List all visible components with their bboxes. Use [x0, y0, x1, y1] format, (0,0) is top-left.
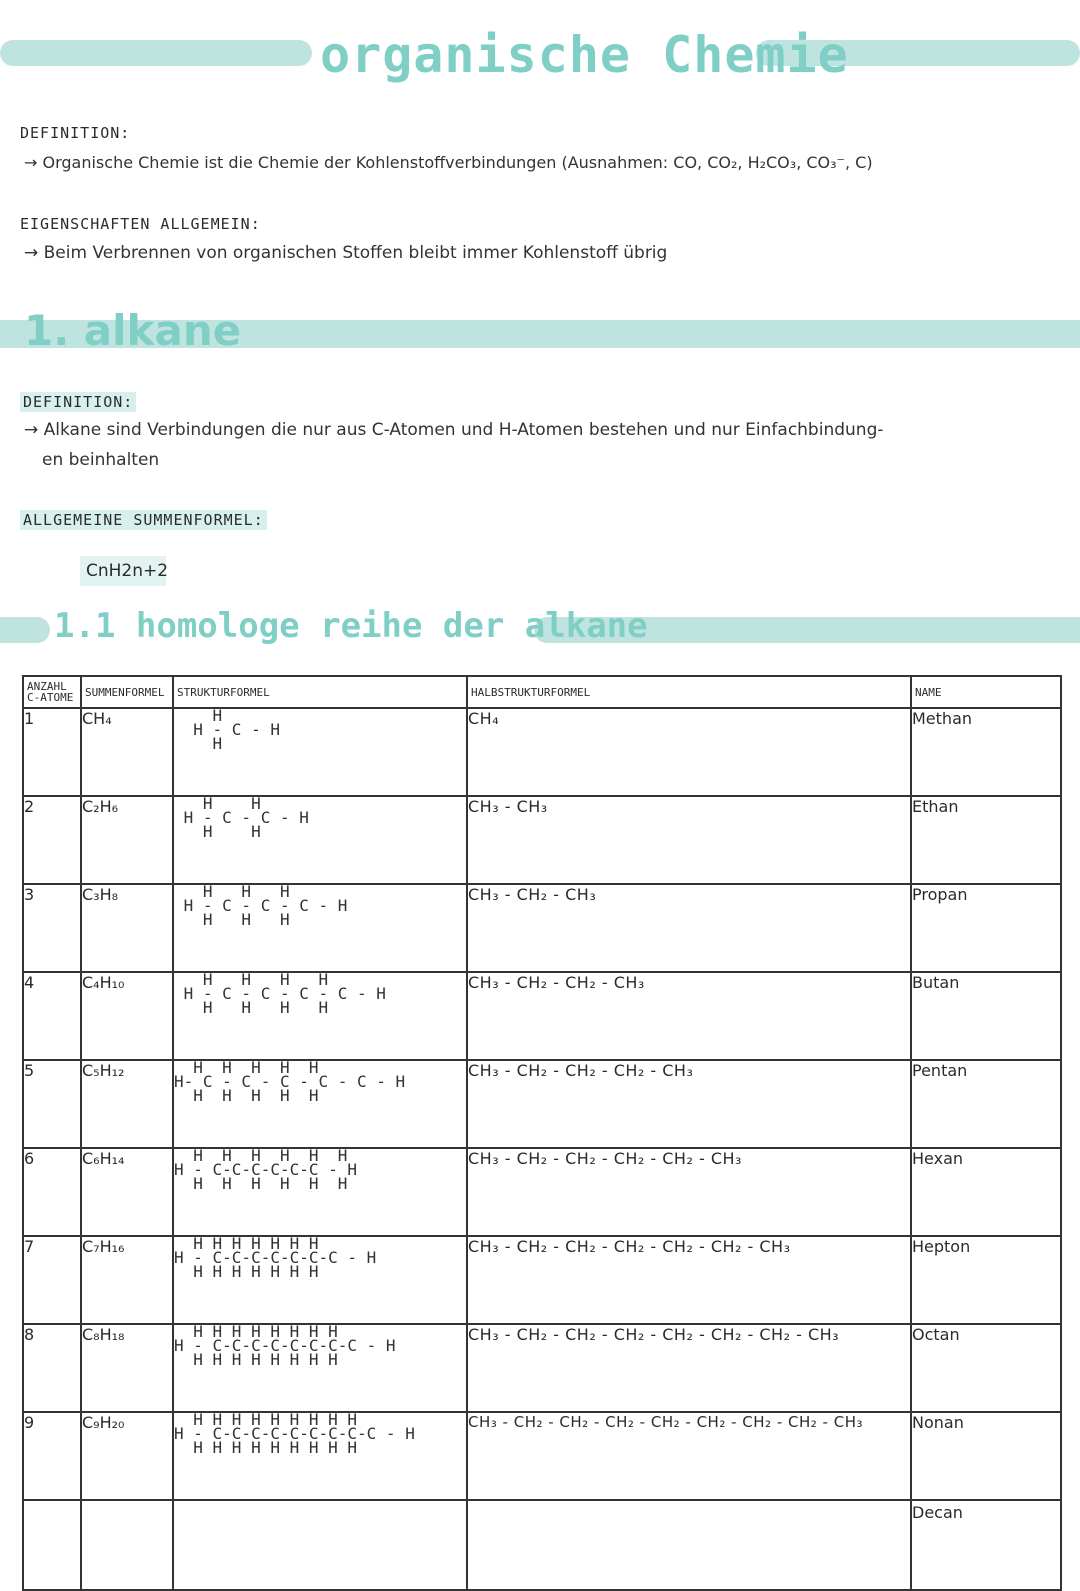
- section11-title: 1.1 homologe reihe der alkane: [54, 606, 648, 646]
- structure-formula: H H H H H H H H H H - C-C-C-C-C-C-C-C-C - H H H H H H H H H H: [173, 1412, 467, 1500]
- carbon-count: 2: [23, 796, 81, 884]
- table-row: [23, 1148, 1061, 1236]
- table-row: [23, 796, 1061, 884]
- table-row: [23, 972, 1061, 1060]
- alkane-definition-line2: en beinhalten: [42, 450, 160, 470]
- definition-text: → Organische Chemie ist die Chemie der Kohlenstoffverbindungen (Ausnahmen: CO, CO₂, H₂CO₃, CO₃⁻, C): [24, 153, 873, 172]
- alkane-name: Pentan: [911, 1060, 1061, 1148]
- header-sum: SUMMENFORMEL: [81, 676, 173, 708]
- table-row: [23, 884, 1061, 972]
- table-row: [23, 1500, 1061, 1590]
- header-name: NAME: [911, 676, 1061, 708]
- carbon-count: 5: [23, 1060, 81, 1148]
- carbon-count: 7: [23, 1236, 81, 1324]
- alkane-name: Hexan: [911, 1148, 1061, 1236]
- carbon-count: 9: [23, 1412, 81, 1500]
- sum-formula: C₆H₁₄: [81, 1148, 173, 1236]
- sum-formula: C₈H₁₈: [81, 1324, 173, 1412]
- table-row: [23, 1236, 1061, 1324]
- header-struct: STRUKTURFORMEL: [173, 676, 467, 708]
- half-structure-formula: CH₃ - CH₂ - CH₂ - CH₂ - CH₂ - CH₂ - CH₂ - CH₃: [467, 1324, 911, 1412]
- carbon-count: 4: [23, 972, 81, 1060]
- structure-formula: [173, 1500, 467, 1590]
- alkane-name: Methan: [911, 708, 1061, 796]
- alkane-name: Hepton: [911, 1236, 1061, 1324]
- alkane-name: Octan: [911, 1324, 1061, 1412]
- alkane-definition-label: DEFINITION:: [20, 392, 136, 412]
- alkane-name: Butan: [911, 972, 1061, 1060]
- sum-formula: CH₄: [81, 708, 173, 796]
- half-structure-formula: CH₃ - CH₂ - CH₂ - CH₂ - CH₂ - CH₂ - CH₃: [467, 1236, 911, 1324]
- properties-label: EIGENSCHAFTEN ALLGEMEIN:: [20, 215, 261, 233]
- definition-label: DEFINITION:: [20, 124, 131, 142]
- sum-formula: C₄H₁₀: [81, 972, 173, 1060]
- sum-formula: C₅H₁₂: [81, 1060, 173, 1148]
- sum-formula: C₂H₆: [81, 796, 173, 884]
- half-structure-formula: CH₃ - CH₂ - CH₂ - CH₂ - CH₃: [467, 1060, 911, 1148]
- carbon-count: 1: [23, 708, 81, 796]
- structure-formula: H H H H H H H H H - C-C-C-C-C-C-C-C - H H H H H H H H H: [173, 1324, 467, 1412]
- sum-formula: C₉H₂₀: [81, 1412, 173, 1500]
- table-row: [23, 708, 1061, 796]
- half-structure-formula: CH₃ - CH₂ - CH₂ - CH₂ - CH₂ - CH₃: [467, 1148, 911, 1236]
- alkane-name: Propan: [911, 884, 1061, 972]
- homologous-series-table: [22, 675, 1062, 1591]
- structure-formula: H H H H - C - C - C - H H H H: [173, 884, 467, 972]
- half-structure-formula: CH₃ - CH₂ - CH₃: [467, 884, 911, 972]
- carbon-count: 6: [23, 1148, 81, 1236]
- header-count: ANZAHL C-ATOME: [23, 676, 81, 708]
- alkane-name: Nonan: [911, 1412, 1061, 1500]
- structure-formula: H H H H H H H H - C-C-C-C-C-C-C - H H H H H H H H: [173, 1236, 467, 1324]
- half-structure-formula: CH₃ - CH₃: [467, 796, 911, 884]
- sum-formula: C₇H₁₆: [81, 1236, 173, 1324]
- properties-text: → Beim Verbrennen von organischen Stoffen bleibt immer Kohlenstoff übrig: [24, 243, 668, 263]
- section11-bar-left: [0, 617, 50, 643]
- half-structure-formula: CH₃ - CH₂ - CH₂ - CH₂ - CH₂ - CH₂ - CH₂ - CH₂ - CH₃: [467, 1412, 911, 1500]
- carbon-count: 8: [23, 1324, 81, 1412]
- general-formula: CnH2n+2: [80, 556, 166, 586]
- alkane-definition-line1: → Alkane sind Verbindungen die nur aus C-Atomen und H-Atomen bestehen und nur Einfachbindung-: [24, 420, 884, 440]
- structure-formula: H H - C - H H: [173, 708, 467, 796]
- structure-formula: H H H H H - C - C - C - C - H H H H H: [173, 972, 467, 1060]
- sum-formula: C₃H₈: [81, 884, 173, 972]
- structure-formula: H H H - C - C - H H H: [173, 796, 467, 884]
- carbon-count: [23, 1500, 81, 1590]
- alkane-name: Decan: [911, 1500, 1061, 1590]
- structure-formula: H H H H H H H - C-C-C-C-C-C - H H H H H H H: [173, 1148, 467, 1236]
- alkane-name: Ethan: [911, 796, 1061, 884]
- section1-title: 1. alkane: [24, 306, 242, 355]
- header-half: HALBSTRUKTURFORMEL: [467, 676, 911, 708]
- carbon-count: 3: [23, 884, 81, 972]
- half-structure-formula: [467, 1500, 911, 1590]
- page-title: organische Chemie: [320, 26, 849, 84]
- table-row: [23, 1060, 1061, 1148]
- structure-formula: H H H H H H- C - C - C - C - C - H H H H H H: [173, 1060, 467, 1148]
- title-bar-left: [0, 40, 312, 66]
- formula-label: ALLGEMEINE SUMMENFORMEL:: [20, 510, 267, 530]
- sum-formula: [81, 1500, 173, 1590]
- table-row: [23, 1412, 1061, 1500]
- half-structure-formula: CH₃ - CH₂ - CH₂ - CH₃: [467, 972, 911, 1060]
- half-structure-formula: CH₄: [467, 708, 911, 796]
- table-row: [23, 1324, 1061, 1412]
